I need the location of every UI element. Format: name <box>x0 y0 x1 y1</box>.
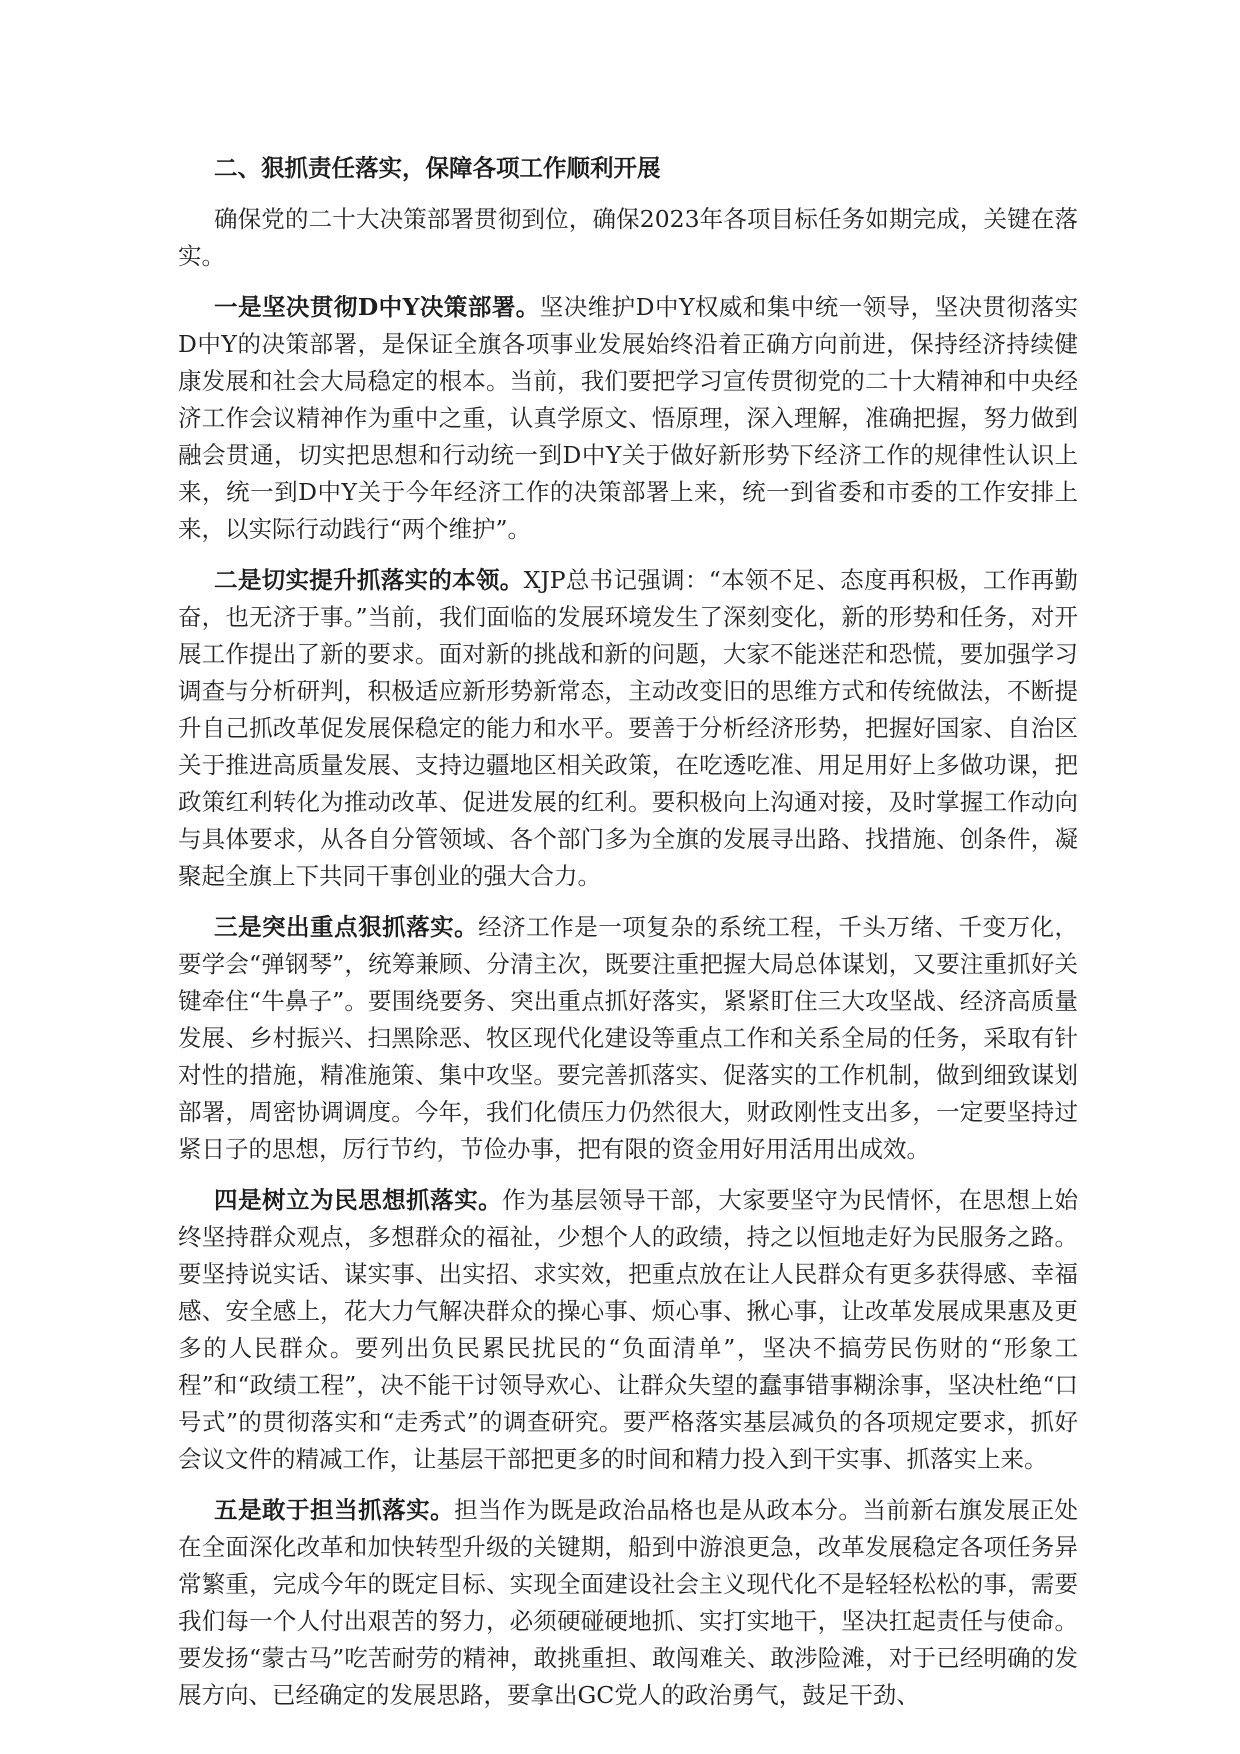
paragraph-2-lead: 二是切实提升抓落实的本领。 <box>214 566 524 594</box>
paragraph-4-text: 作为基层领导干部，大家要坚守为民情怀，在思想上始终坚持群众观点，多想群众的福祉，少想个人的政绩，持之以恒地走好为民服务之路。要坚持说实话、谋实事、出实招、求实效，把重点放在让人民群众有更多获得感、幸福感、安全感上，花大力气解决群众的操心事、烦心事、揪心事，让改革发展成果惠及更多的人民群众。要列出负民累民扰民的“负面清单”，坚决不搞劳民伤财的“形象工程”和“政绩工程”，决不能干讨领导欢心、让群众失望的蠢事错事糊涂事，坚决杜绝“口号式”的贯彻落实和“走秀式”的调查研究。要严格落实基层减负的各项规定要求，抓好会议文件的精减工作，让基层干部把更多的时间和精力投入到干实事、抓落实上来。 <box>178 1186 1078 1473</box>
paragraph-2-text: XJP总书记强调：“本领不足、态度再积极，工作再勤奋，也无济于事。”当前，我们面临的发展环境发生了深刻变化，新的形势和任务，对开展工作提出了新的要求。面对新的挑战和新的问题，大家不能迷茫和恐慌，要加强学习调查与分析研判，积极适应新形势新常态，主动改变旧的思维方式和传统做法，不断提升自己抓改革促发展保稳定的能力和水平。要善于分析经济形势，把握好国家、自治区关于推进高质量发展、支持边疆地区相关政策，在吃透吃准、用足用好上多做功课，把政策红利转化为推动改革、促进发展的红利。要积极向上沟通对接，及时掌握工作动向与具体要求，从各自分管领域、各个部门多为全旗的发展寻出路、找措施、创条件，凝聚起全旗上下共同干事创业的强大合力。 <box>178 566 1078 890</box>
section-heading: 二、狠抓责任落实，保障各项工作顺利开展 <box>214 154 661 182</box>
paragraph-5 <box>178 1492 1078 1714</box>
paragraph-3-text: 经济工作是一项复杂的系统工程，千头万绪、千变万化，要学会“弹钢琴”，统筹兼顾、分清主次，既要注重把握大局总体谋划，又要注重抓好关键牵住“牛鼻子”。要围绕要务、突出重点抓好落实，紧紧盯住三大攻坚战、经济高质量发展、乡村振兴、扫黑除恶、牧区现代化建设等重点工作和关系全局的任务，采取有针对性的措施，精准施策、集中攻坚。要完善抓落实、促落实的工作机制，做到细致谋划部署，周密协调调度。今年，我们化债压力仍然很大，财政刚性支出多，一定要坚持过紧日子的思想，厉行节约，节俭办事，把有限的资金用好用活用出成效。 <box>178 913 1079 1163</box>
paragraph-4 <box>178 1182 1078 1478</box>
paragraph-3-lead: 三是突出重点狠抓落实。 <box>214 913 479 941</box>
paragraph-5-lead: 五是敢于担当抓落实。 <box>214 1496 455 1524</box>
paragraph-1 <box>178 289 1078 548</box>
paragraph-3 <box>178 909 1078 1168</box>
document-page <box>178 150 1078 1728</box>
paragraph-4-lead: 四是树立为民思想抓落实。 <box>214 1186 503 1214</box>
paragraph-2 <box>178 562 1078 895</box>
paragraph-5-text: 担当作为既是政治品格也是从政本分。当前新右旗发展正处在全面深化改革和加快转型升级的关键期，船到中游浪更急，改革发展稳定各项任务异常繁重，完成今年的既定目标、实现全面建设社会主义现代化不是轻轻松松的事，需要我们每一个人付出艰苦的努力，必须硬碰硬地抓、实打实地干，坚决扛起责任与使命。要发扬“蒙古马”吃苦耐劳的精神，敢挑重担、敢闯难关、敢涉险滩，对于已经明确的发展方向、已经确定的发展思路，要拿出GC党人的政治勇气，鼓足干劲、 <box>178 1496 1079 1709</box>
paragraph-1-lead: 一是坚决贯彻D中Y决策部署。 <box>214 293 540 321</box>
paragraph-1-text: 坚决维护D中Y权威和集中统一领导，坚决贯彻落实D中Y的决策部署，是保证全旗各项事业发展始终沿着正确方向前进，保持经济持续健康发展和社会大局稳定的根本。当前，我们要把学习宣传贯彻党的二十大精神和中央经济工作会议精神作为重中之重，认真学原文、悟原理，深入理解，准确把握，努力做到融会贯通，切实把思想和行动统一到D中Y关于做好新形势下经济工作的规律性认识上来，统一到D中Y关于今年经济工作的决策部署上来，统一到省委和市委的工作安排上来，以实际行动践行“两个维护”。 <box>178 293 1078 543</box>
intro-paragraph: 确保党的二十大决策部署贯彻到位，确保2023年各项目标任务如期完成，关键在落实。 <box>178 205 1078 270</box>
